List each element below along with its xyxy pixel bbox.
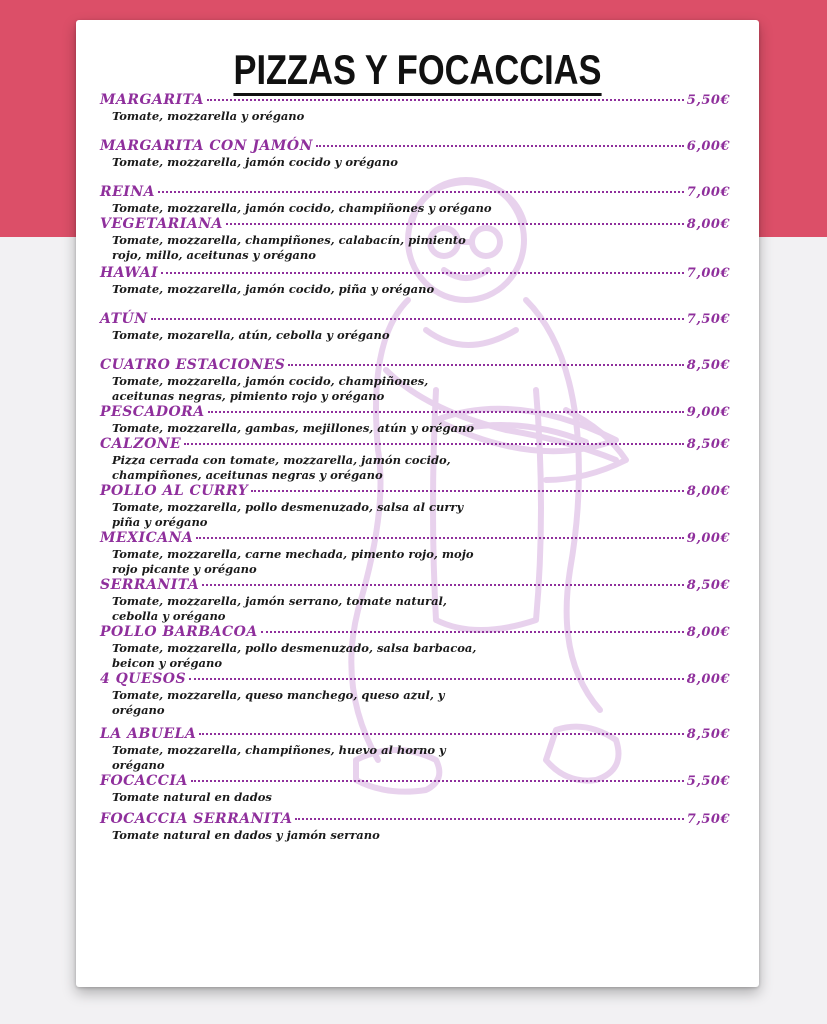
item-name: PESCADORA: [100, 404, 205, 420]
leader-dots: [226, 222, 684, 225]
item-description: Tomate, mozzarella, jamón cocido y orégano: [112, 155, 398, 169]
item-price: 8,50€: [686, 358, 730, 373]
item-description: Tomate, mozzarella, champiñones, calabacín, pimiento rojo, millo, aceitunas y orégano: [112, 233, 466, 262]
item-description: Tomate, mozzarella, jamón cocido, piña y orégano: [112, 282, 435, 296]
menu-item: [100, 311, 730, 343]
item-description: Tomate, mozarella, atún, cebolla y orégano: [112, 328, 390, 342]
item-description: Tomate, mozzarella, pollo desmenuzado, salsa barbacoa, beicon y orégano: [112, 641, 477, 670]
item-name: MARGARITA CON JAMÓN: [100, 138, 313, 154]
leader-dots: [295, 817, 683, 820]
item-description: Tomate natural en dados y jamón serrano: [112, 828, 380, 842]
leader-dots: [251, 489, 684, 492]
leader-dots: [207, 98, 684, 101]
item-price: 5,50€: [686, 93, 730, 108]
item-name: HAWAI: [100, 265, 159, 281]
item-price: 9,00€: [686, 405, 730, 420]
item-description: Tomate, mozzarella, pollo desmenuzado, salsa al curry piña y orégano: [112, 500, 464, 529]
leader-dots: [191, 779, 684, 782]
menu-item: [100, 577, 730, 624]
item-price: 7,00€: [686, 266, 730, 281]
item-price: 8,50€: [686, 578, 730, 593]
item-price: 6,00€: [686, 139, 730, 154]
menu-item: [100, 624, 730, 671]
leader-dots: [151, 317, 684, 320]
item-price: 8,00€: [686, 484, 730, 499]
item-name: VEGETARIANA: [100, 216, 223, 232]
item-description: Tomate, mozzarella y orégano: [112, 109, 305, 123]
item-description: Tomate, mozzarella, jamón cocido, champiñones y orégano: [112, 201, 492, 215]
menu-item: [100, 726, 730, 773]
menu-item: [100, 92, 730, 124]
item-price: 5,50€: [686, 774, 730, 789]
item-price: 7,50€: [686, 312, 730, 327]
item-description: Tomate, mozzarella, carne mechada, pimento rojo, mojo rojo picante y orégano: [112, 547, 474, 576]
leader-dots: [199, 732, 683, 735]
leader-dots: [161, 271, 684, 274]
menu-item: [100, 811, 730, 843]
item-description: Tomate, mozzarella, jamón serrano, tomate natural, cebolla y orégano: [112, 594, 447, 623]
item-price: 7,00€: [686, 185, 730, 200]
item-price: 8,00€: [686, 217, 730, 232]
item-description: Tomate natural en dados: [112, 790, 272, 804]
menu-sheet: [76, 20, 759, 987]
leader-dots: [288, 363, 683, 366]
item-price: 8,50€: [686, 437, 730, 452]
item-name: MEXICANA: [100, 530, 194, 546]
menu-item: [100, 530, 730, 577]
menu-item: [100, 138, 730, 170]
item-price: 8,50€: [686, 727, 730, 742]
menu-item: [100, 773, 730, 805]
item-description: Tomate, mozzarella, jamón cocido, champiñones, aceitunas negras, pimiento rojo y orégano: [112, 374, 429, 403]
menu-item: [100, 184, 730, 216]
item-name: ATÚN: [100, 311, 148, 327]
menu-item: [100, 404, 730, 436]
item-description: Tomate, mozzarella, queso manchego, queso azul, y orégano: [112, 688, 445, 717]
item-description: Tomate, mozzarella, gambas, mejillones, atún y orégano: [112, 421, 475, 435]
item-name: FOCACCIA SERRANITA: [100, 811, 293, 827]
item-name: FOCACCIA: [100, 773, 188, 789]
item-name: CALZONE: [100, 436, 182, 452]
item-price: 8,00€: [686, 625, 730, 640]
item-name: 4 QUESOS: [100, 671, 187, 687]
menu-item: [100, 436, 730, 483]
item-price: 7,50€: [686, 812, 730, 827]
menu-title: PIZZAS Y FOCACCIAS: [137, 46, 697, 94]
item-name: REINA: [100, 184, 156, 200]
item-name: POLLO BARBACOA: [100, 624, 258, 640]
leader-dots: [184, 442, 684, 445]
menu-item: [100, 216, 730, 263]
leader-dots: [196, 536, 684, 539]
menu-item: [100, 357, 730, 404]
leader-dots: [316, 144, 684, 147]
leader-dots: [158, 190, 684, 193]
leader-dots: [208, 410, 684, 413]
item-price: 9,00€: [686, 531, 730, 546]
menu-item: [100, 265, 730, 297]
item-description: Tomate, mozzarella, champiñones, huevo al horno y orégano: [112, 743, 446, 772]
menu-item: [100, 671, 730, 718]
item-name: MARGARITA: [100, 92, 205, 108]
item-description: Pizza cerrada con tomate, mozzarella, jamón cocido, champiñones, aceitunas negras y orégano: [112, 453, 451, 482]
item-price: 8,00€: [686, 672, 730, 687]
item-name: LA ABUELA: [100, 726, 197, 742]
leader-dots: [202, 583, 684, 586]
menu-list: [100, 92, 730, 842]
item-name: SERRANITA: [100, 577, 200, 593]
menu-item: [100, 483, 730, 530]
item-name: POLLO AL CURRY: [100, 483, 249, 499]
leader-dots: [261, 630, 684, 633]
item-name: CUATRO ESTACIONES: [100, 357, 286, 373]
leader-dots: [189, 677, 684, 680]
